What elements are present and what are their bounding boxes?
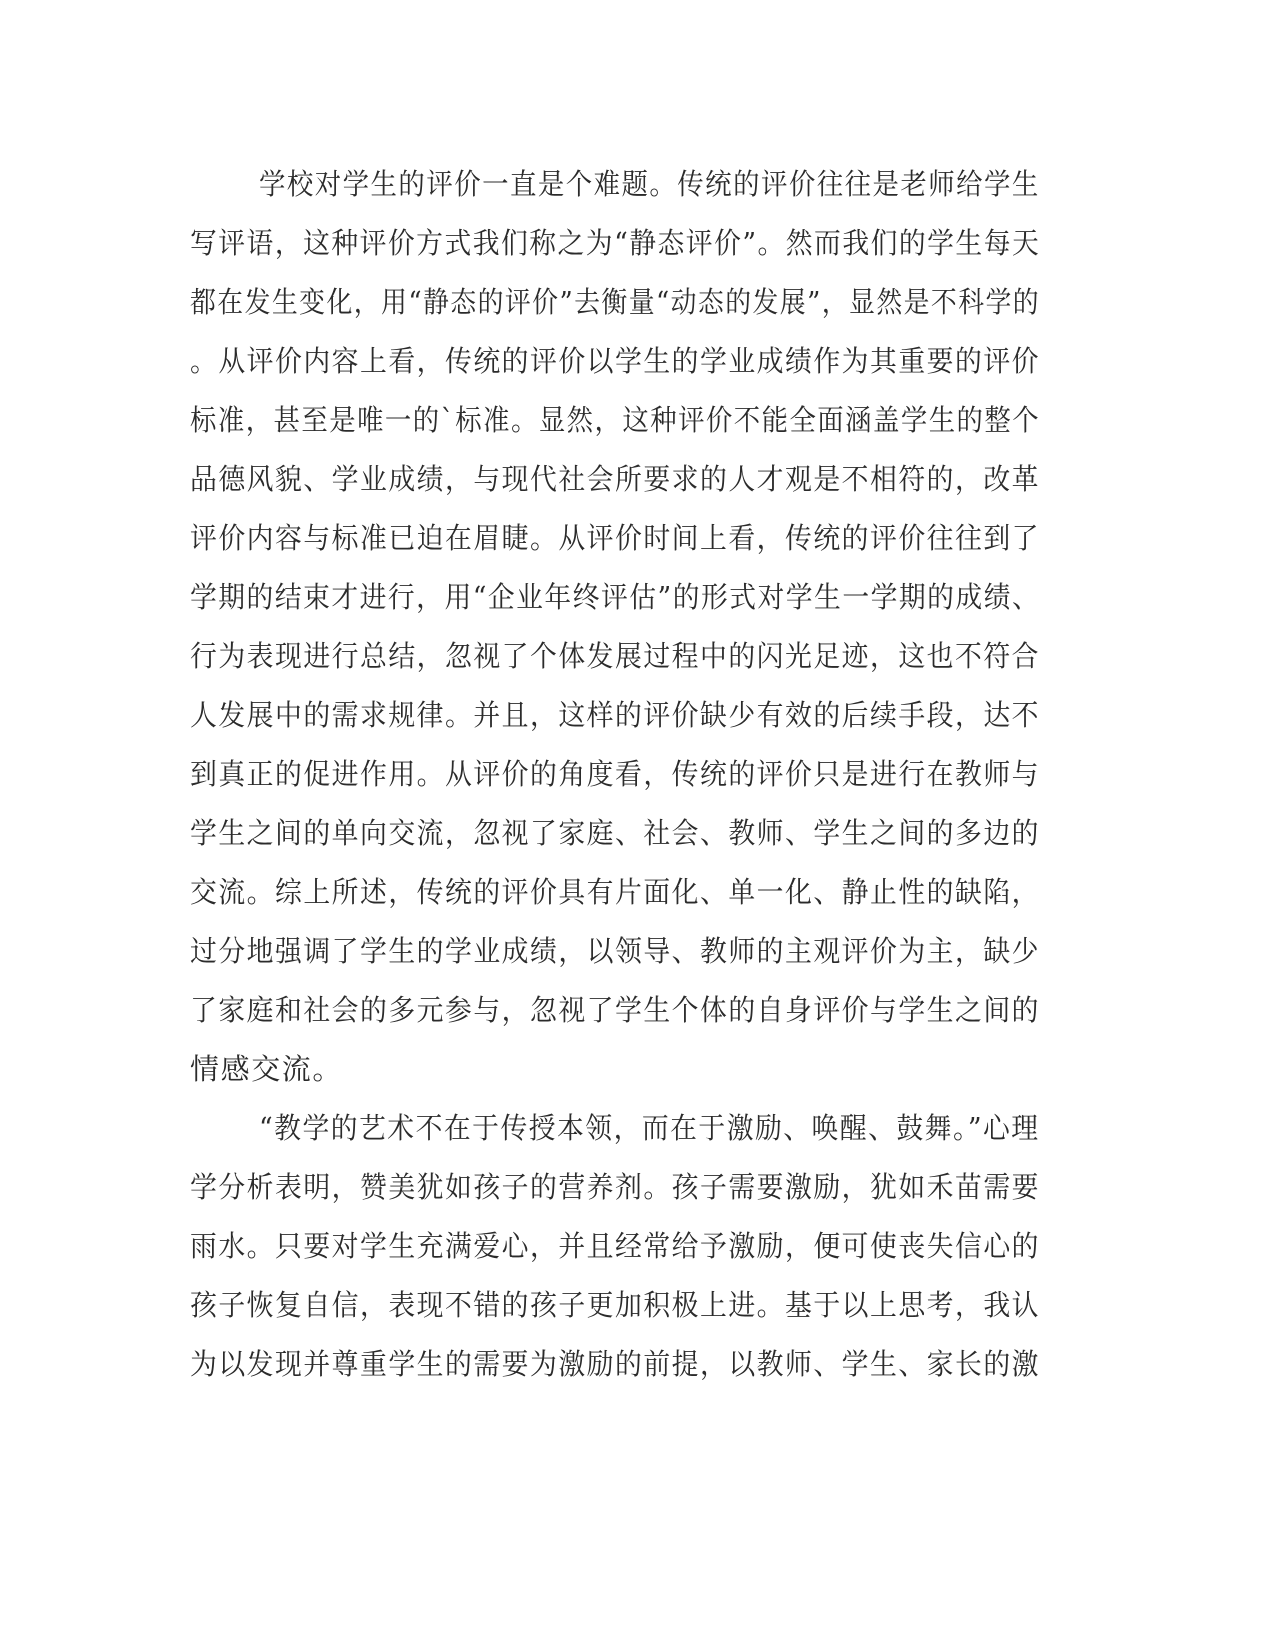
text-line: 品德风貌、学业成绩，与现代社会所要求的人才观是不相符的，改革 [190, 462, 1041, 496]
text-line: 学生之间的单向交流，忽视了家庭、社会、教师、学生之间的多边的 [190, 816, 1041, 850]
text-line: 。从评价内容上看，传统的评价以学生的学业成绩作为其重要的评价 [190, 344, 1041, 378]
text-line: 行为表现进行总结，忽视了个体发展过程中的闪光足迹，这也不符合 [190, 639, 1041, 673]
text-line: 人发展中的需求规律。并且，这样的评价缺少有效的后续手段，达不 [190, 698, 1041, 732]
text-line: 写评语，这种评价方式我们称之为“静态评价”。然而我们的学生每天 [190, 226, 1041, 260]
text-line: 评价内容与标准已迫在眉睫。从评价时间上看，传统的评价往往到了 [190, 521, 1041, 555]
text-line: 了家庭和社会的多元参与，忽视了学生个体的自身评价与学生之间的 [190, 993, 1041, 1027]
text-line: 学期的结束才进行，用“企业年终评估”的形式对学生一学期的成绩、 [190, 580, 1041, 614]
text-line: 为以发现并尊重学生的需要为激励的前提，以教师、学生、家长的激 [190, 1347, 1041, 1381]
text-line: 学分析表明，赞美犹如孩子的营养剂。孩子需要激励，犹如禾苗需要 [190, 1170, 1041, 1204]
text-line: 过分地强调了学生的学业成绩，以领导、教师的主观评价为主，缺少 [190, 934, 1041, 968]
text-line: 雨水。只要对学生充满爱心，并且经常给予激励，便可使丧失信心的 [190, 1229, 1041, 1263]
text-line: 都在发生变化，用“静态的评价”去衡量“动态的发展”，显然是不科学的 [190, 285, 1041, 319]
text-line: “教学的艺术不在于传授本领，而在于激励、唤醒、鼓舞。”心理 [259, 1111, 1040, 1145]
text-line: 情感交流。 [190, 1052, 344, 1086]
text-line: 学校对学生的评价一直是个难题。传统的评价往往是老师给学生 [259, 167, 1040, 201]
text-line: 到真正的促进作用。从评价的角度看，传统的评价只是进行在教师与 [190, 757, 1041, 791]
text-line: 标准，甚至是唯一的`标准。显然，这种评价不能全面涵盖学生的整个 [190, 403, 1041, 437]
text-line: 孩子恢复自信，表现不错的孩子更加积极上进。基于以上思考，我认 [190, 1288, 1041, 1322]
text-line: 交流。综上所述，传统的评价具有片面化、单一化、静止性的缺陷， [190, 875, 1041, 909]
